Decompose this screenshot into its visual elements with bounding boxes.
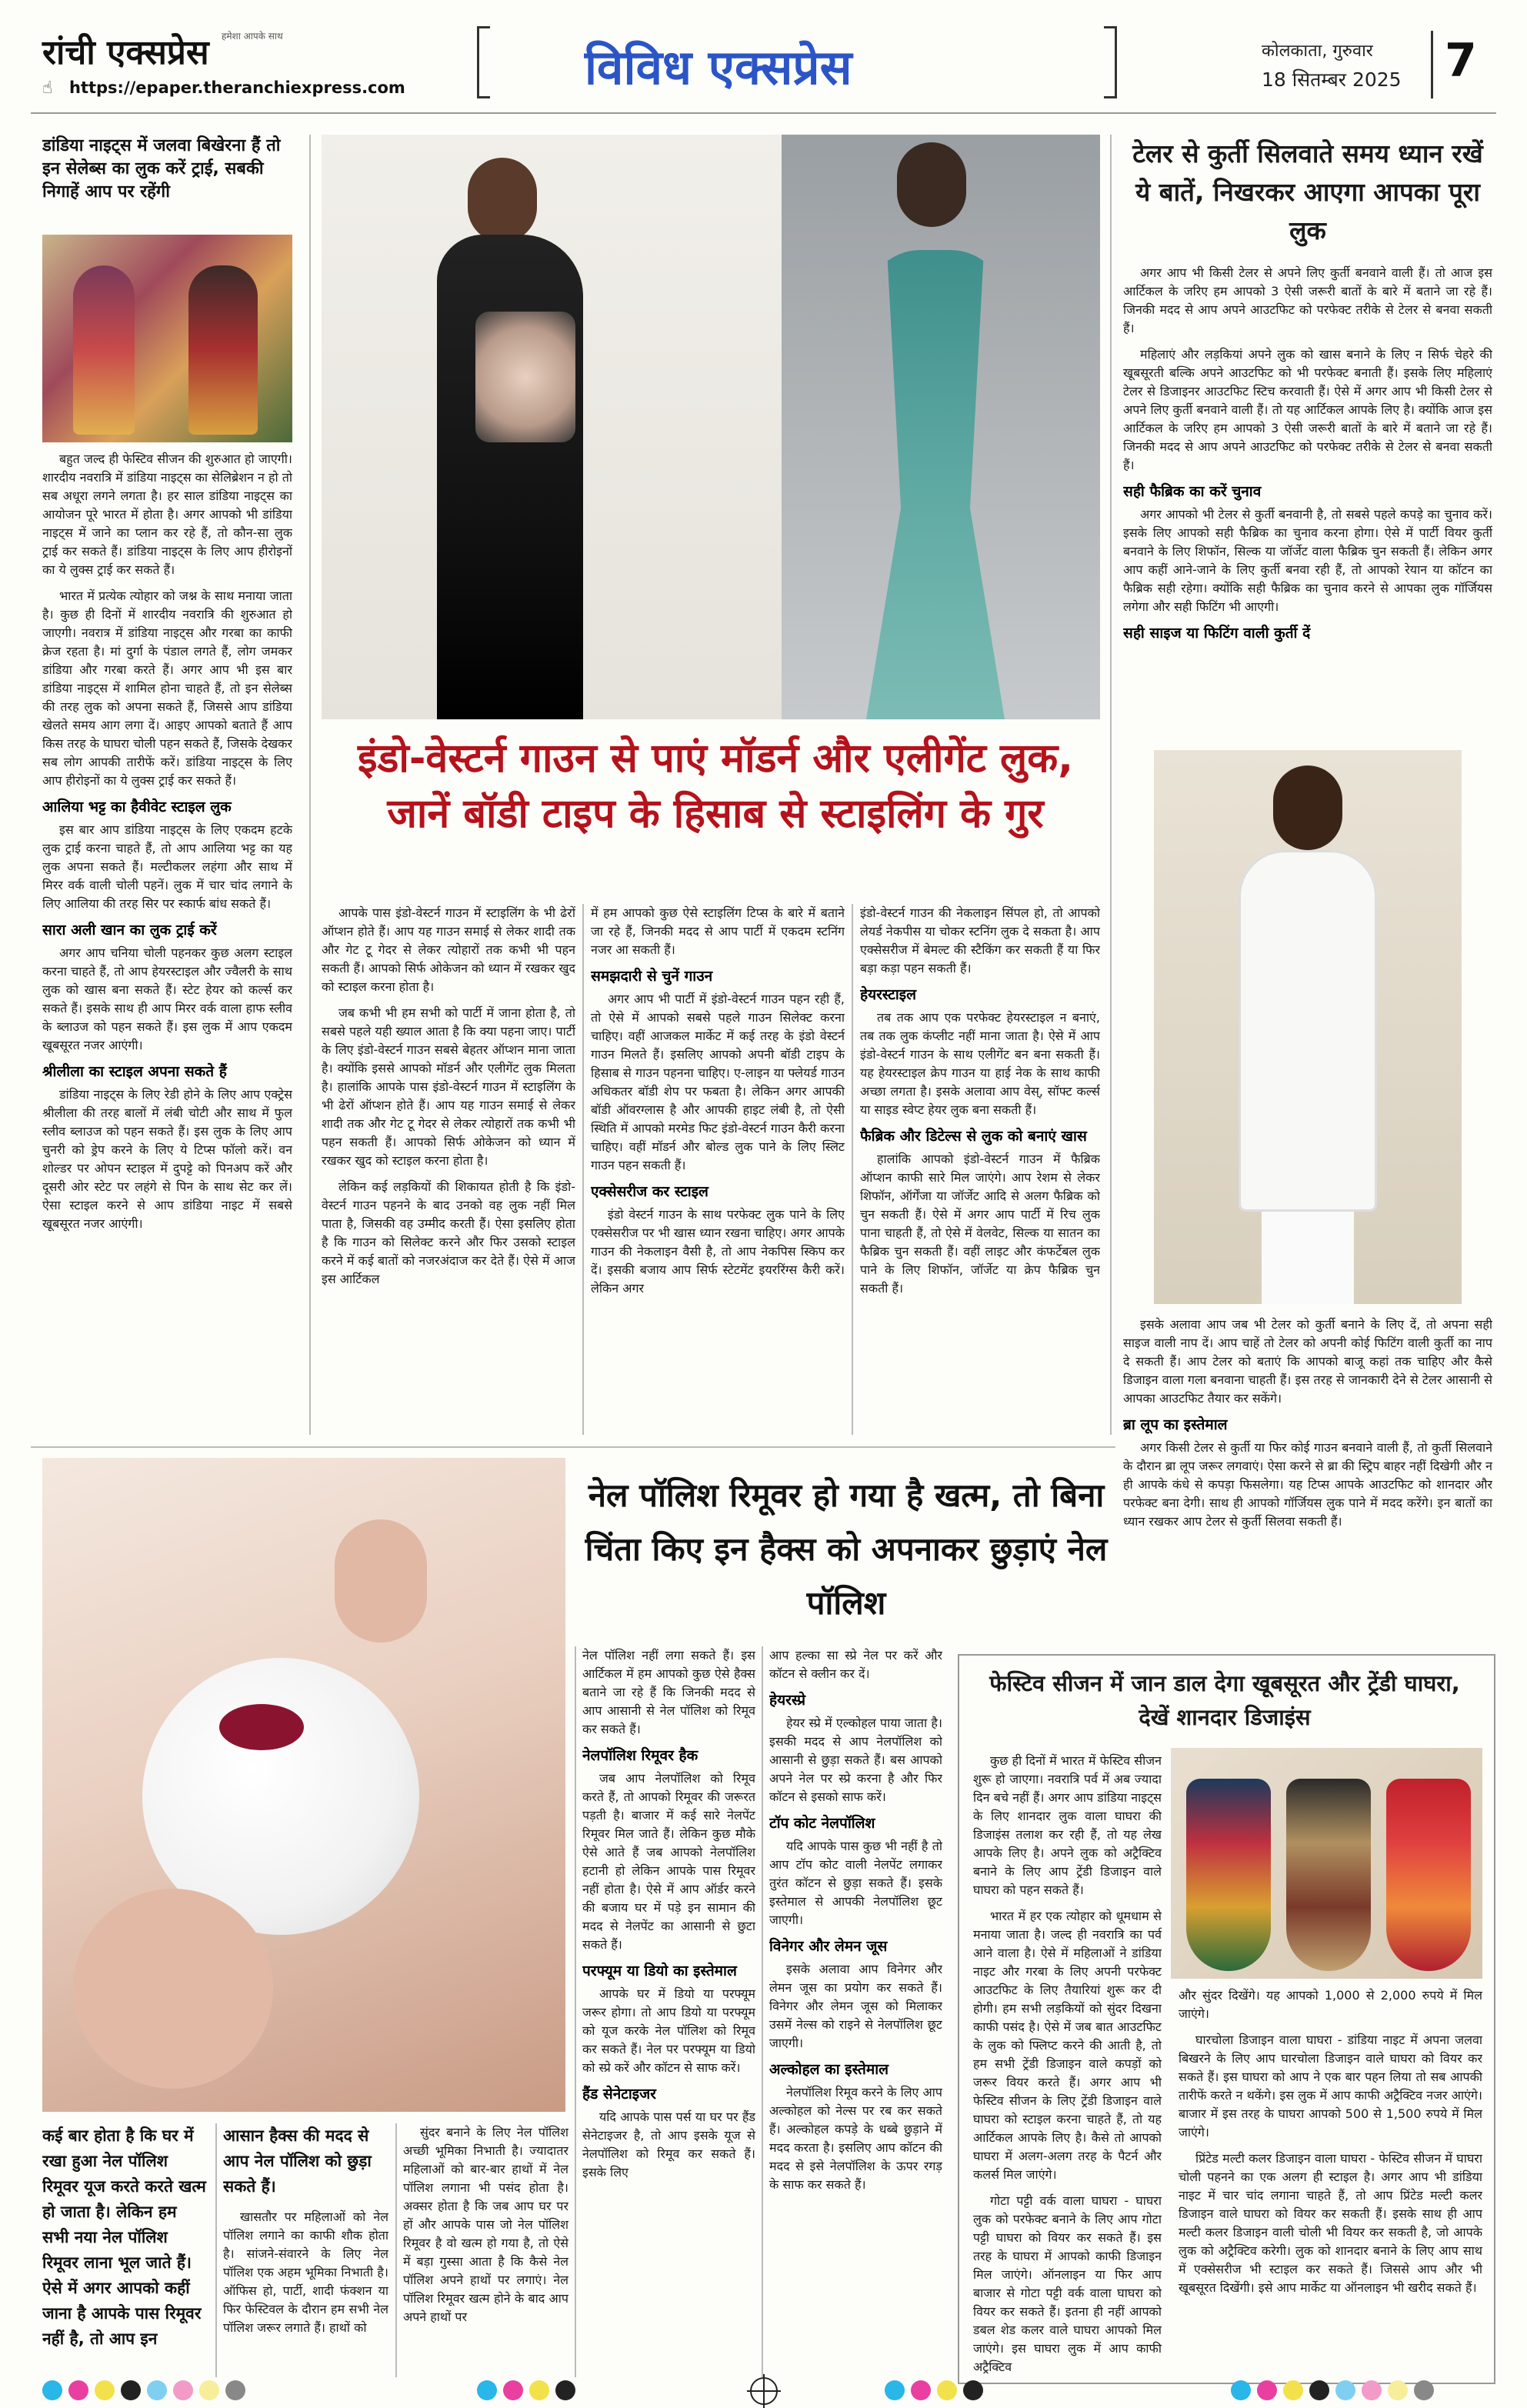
ghagra-paragraph: और सुंदर दिखेंगे। यह आपको 1,000 से 2,000 रुपये में मिल जाएंगे। [1179,1988,1482,2021]
kurti-photo [1154,750,1462,1304]
color-dot-icon [147,2380,167,2400]
column-rule [575,1646,576,2377]
dandiya-paragraph: भारत में प्रत्येक त्योहार को जश्न के साथ मनाया जाता है। कुछ ही दिनों में शारदीय नवरात्रि की शुरुआत हो जाएगी। नवरात्र में डांडिया नाइट्स और गरबा का काफी क्रेज रहता है। मां दुर्गा के पंडाल लगते हैं, लोग जमकर डांडिया और गरबा करते हैं। अगर आप भी इस बार डांडिया नाइट्स में शामिल होना चाहते हैं, तो इन सेलेब्स की तरह लुक को अपना सकते हैं, जिससे आप डांडिया खेलते समय आग लगा दें। आइए आपको बताते हैं आप किस तरह के घाघरा चोली पहन सकते हैं, जिसके देखकर सब लोग आपकी तारीफें करें। डांडिया नाइट्स के लिए आप हीरोइनों का ये लुक्स ट्राई कर सकते हैं। [42,589,292,788]
bracket-left [477,26,490,98]
color-dot-icon [95,2380,115,2400]
kurti-paragraph: इसके अलावा आप जब भी टेलर को कुर्ती बनाने के लिए दें, तो अपना सही साइज वाली नाप दें। आप चाहें तो टेलर को अपनी कोई फिटिंग वाली कुर्ती का नाप दे सकती हैं। आप टेलर को बताएं कि आपको बाजू कहां तक चाहिए और कैसे डिजाइन वाला गला बनवाना चाहती हैं। इस तरह से जानकारी देने से टेलर आसानी से आपका आउटफिट तैयार कर सकेंगे। [1123,1317,1492,1406]
page-divider [1431,31,1433,98]
nail-subhead: विनेगर और लेमन जूस [769,1938,888,1955]
ghagra-paragraph: घारचोला डिजाइन वाला घाघरा - डांडिया नाइट में अपना जलवा बिखरने के लिए आप घारचोला डिजाइन वाले घाघरा को वियर कर सकते हैं। इस घाघरा को आप ने एक बार पहन लिया तो सब आपकी तारीफें करते न थकेंगे। इस लुक में आप काफी अट्रैक्टिव नजर आएंगे। बाजार में इस तरह के घाघरा आपको 500 से 1,500 रुपये में मिल जाएंगे। [1179,2033,1482,2140]
nail-paragraph: जब आप नेलपॉलिश को रिमूव करते हैं, तो आपको रिमूवर की जरूरत पड़ती है। बाजार में कई सारे नेलपेंट रिमूवर मिल जाते हैं। लेकिन कुछ मौके ऐसे आते हैं जब आपको नेलपॉलिश हटानी हो लेकिन आपके पास रिमूवर नहीं होता है। ऐसे में आप ऑर्डर करने की बजाय घर में पड़े इन सामान की मदद से नेलपेंट का आसानी से छुटा सकते हैं। [582,1771,755,1952]
gown-paragraph: में हम आपको कुछ ऐसे स्टाइलिंग टिप्स के बारे में बताने जा रहे हैं, जिनकी मदद से आप पार्टी में एकदम स्टनिंग नजर आ सकती हैं। [591,906,845,957]
dandiya-article [42,135,304,1435]
nail-subhead: हेयरस्प्रे [769,1692,806,1709]
nail-paragraph: हेयर स्प्रे में एल्कोहल पाया जाता है। इसकी मदद से आप नेलपॉलिश को आसानी से छुड़ा सकते हैं। बस आपको अपने नेल पर स्प्रे करना है और फिर कॉटन से इसको साफ करें। [769,1716,942,1804]
color-dot-icon [1362,2380,1382,2400]
column-rule [852,904,853,1435]
gown-photo-teal [782,135,1100,719]
color-bar-right [1231,2380,1440,2403]
nail-paragraph: खासतौर पर महिलाओं को नेल पॉलिश लगाने का काफी शौक होता है। सांजने-संवारने के लिए नेल पॉलिश एक अहम भूमिका निभाती है। ऑफिस हो, पार्टी, शादी फंक्शन या फिर फेस्टिवल के दौरान हम सभी नेल पॉलिश जरूर लगाते हैं। हाथों को [223,2210,388,2335]
nail-paragraph: यदि आपके पास कुछ भी नहीं है तो आप टॉप कोट वाली नेलपेंट लगाकर तुरंत कॉटन से छुड़ा सकते हैं। इसके इस्तेमाल से आपकी नेलपॉलिश छूट जाएगी। [769,1839,942,1927]
gown-subhead: हेयरस्टाइल [860,986,916,1003]
gown-paragraph: अगर आप भी पार्टी में इंडो-वेस्टर्न गाउन पहन रही हैं, तो ऐसे में आपको सबसे पहले गाउन सिलेक्ट करना चाहिए। वहीं आजकल मार्केट में कई तरह के इंडो वेस्टर्न गाउन मिलते हैं। इसलिए आपको अपनी बॉडी टाइप के हिसाब से गाउन पहनना चाहिए। ए-लाइन या फ्लेयर्ड गाउन अधिकतर बॉडी शेप पर फबता है। लेकिन अगर आपकी बॉडी ऑवरग्लास है और आपकी हाइट लंबी है, तो ऐसी स्थिति में आपको मरमेड फिट इंडो-वेस्टर्न गाउन कैरी करना चाहिए। वहीं मॉडर्न और बोल्ड लुक पाने के लिए स्लिट गाउन पहन सकती हैं। [591,992,845,1172]
nail-pull-quote-2: आसान हैक्स की मदद से आप नेल पॉलिश को छुड़ा सकते हैं। [223,2126,372,2196]
ghagra-photo [1171,1748,1482,1979]
color-dot-icon [1335,2380,1355,2400]
color-dot-icon [963,2380,983,2400]
nail-paragraph: आपके घर में डियो या परफ्यूम जरूर होगा। तो आप डियो या परफ्यूम को यूज करके नेल पॉलिश को रिमूव कर सकते हैं। नेल पर परफ्यूम या डियो को स्प्रे करें और कॉटन से साफ करें। [582,1986,755,2075]
dandiya-subhead: सारा अली खान का लुक ट्राई करें [42,922,217,939]
kurti-paragraph: महिलाएं और लड़कियां अपने लुक को खास बनाने के लिए न सिर्फ चेहरे की खूबसूरती बल्कि अपने आउटफिट को भी परफेक्ट बनाती हैं। इसके लिए महिलाएं टेलर से डिजाइनर आउटफिट स्टिच करवाती हैं। ऐसे में अगर आप भी किसी टेलर से अपने लिए कुर्ती बनवाने वाली हैं। तो यह आर्टिकल आपके लिए है। क्योंकि आज इस आर्टिकल के जरिए हम आपको 3 ऐसी जरूरी बातों के बारे में बताने जा रहे हैं। जिनकी मदद से आप अपने आउटफिट को परफेक्ट तरीके से टेलर से बनवा सकती हैं। [1123,347,1492,472]
nail-headline: नेल पॉलिश रिमूवर हो गया है खत्म, तो बिना चिंता किए इन हैक्स को अपनाकर छुड़ाएं नेल पॉलिश [585,1476,1108,1622]
color-bar-center-left [477,2380,582,2403]
issue-date: 18 सितम्बर 2025 [1262,68,1402,91]
color-dot-icon [1388,2380,1408,2400]
kurti-subhead: सही साइज या फिटिंग वाली कुर्ती दें [1123,625,1311,642]
gown-photo-black [322,135,782,719]
dandiya-headline: डांडिया नाइट्स में जलवा बिखेरना हैं तो इन सेलेब्स का लुक करें ट्राई, सबकी निगाहें आप पर रहेंगी [42,136,281,202]
gown-paragraph: इंडो-वेस्टर्न गाउन की नेकलाइन सिंपल हो, तो आपको लेयर्ड नेकपीस या चोकर स्टनिंग लुक दे सकता है। आप एक्सेसरीज में बेमल्ट की स्टैकिंग कर सकती हैं या फिर बड़ा कड़ा पहन सकती हैं। [860,906,1100,976]
dandiya-paragraph: अगर आप चनिया चोली पहनकर कुछ अलग स्टाइल करना चाहते हैं, तो आप हेयरस्टाइल और ज्वैलरी के साथ लुक को खास बना सकते हैं। स्टेट हेयर को कर्ल्स कर सकते हैं। इसके साथ ही आप मिरर वर्क वाला हाफ स्लीव के ब्लाउज को पहन सकते हैं। इस लुक में आप एकदम खूबसूरत नजर आएंगी। [42,946,292,1052]
color-dot-icon [503,2380,523,2400]
logo: रांची एक्सप्रेस [42,33,209,72]
nail-subhead: अल्कोहल का इस्तेमाल [769,2061,889,2078]
color-dot-icon [68,2380,88,2400]
column-rule [309,135,311,1435]
color-bar-center-right [885,2380,989,2403]
kurti-subhead: सही फैब्रिक का करें चुनाव [1123,483,1262,500]
column-rule [762,1646,763,2377]
dandiya-photo [42,235,292,442]
color-bar-left [42,2380,252,2403]
gown-column-2 [591,904,845,1435]
nail-pull-quote: कई बार होता है कि घर में रखा हुआ नेल पॉलिश रिमूवर यूज करते करते खत्म हो जाता है। लेकिन हम सभी नया नेल पॉलिश रिमूवर लाना भूल जाते हैं। ऐसे में अगर आपको कहीं जाना है आपके पास रिमूवर नहीं है, तो आप इन [42,2126,206,2348]
column-rule [582,904,584,1435]
color-dot-icon [529,2380,549,2400]
bracket-right [1104,26,1117,98]
nail-paragraph: आप हल्का सा स्प्रे नेल पर करें और कॉटन से क्लीन कर दें। [769,1648,942,1681]
dandiya-paragraph: बहुत जल्द ही फेस्टिव सीजन की शुरुआत हो जाएगी। शारदीय नवरात्रि में डांडिया नाइट्स का सेलिब्रेशन न हो तो सब अधूरा लगने लगता है। हर साल डांडिया नाइट्स का आयोजन पूरे भारत में होता है। अगर आपको भी डांडिया नाइट्स में जाने का प्लान कर रहे हैं, तो कौन-सा लुक ट्राई कर सकते हैं। डांडिया नाइट्स के लिए आप हीरोइनों का ये लुक्स ट्राई कर सकते हैं। [42,452,292,577]
color-dot-icon [42,2380,62,2400]
dandiya-subhead: श्रीलीला का स्टाइल अपना सकते हैं [42,1063,227,1080]
column-rule [395,2123,397,2377]
color-dot-icon [1231,2380,1251,2400]
color-dot-icon [937,2380,957,2400]
kurti-article [1123,135,1492,1608]
gown-column-1 [322,904,575,1435]
gown-headline: इंडो-वेस्टर्न गाउन से पाएं मॉडर्न और एलीगेंट लुक, जानें बॉडी टाइप के हिसाब से स्टाइलिंग के गुर [358,735,1073,837]
page-number: 7 [1445,34,1477,88]
dandiya-subhead: आलिया भट्ट का हैवीवेट स्टाइल लुक [42,799,232,815]
dandiya-paragraph: डांडिया नाइट्स के लिए रेडी होने के लिए आप एक्ट्रेस श्रीलीला की तरह बालों में लंबी चोटी और साथ में फुल स्लीव ब्लाउज को पहन सकते हैं। इस लुक के लिए आप चुनरी को ड्रेप करने के लिए ये टिप्स फॉलो करें। वन शोल्डर पर ओपन स्टाइल में दुपट्टे को पिनअप करें और दूसरी ओर स्टेट पर लहंगे से पिन के साथ सेट कर लें। ऐसा स्टाइल करने से आप डांडिया नाइट में सबसे खूबसूरत नजर आएंगी। [42,1087,292,1231]
ghagra-paragraph: भारत में हर एक त्योहार को धूमधाम से मनाया जाता है। जल्द ही नवरात्रि का पर्व आने वाला है। ऐसे में महिलाओं ने डांडिया नाइट और गरबा के लिए अपनी परफेक्ट आउटफिट के लिए तैयारियां शुरू कर दी होगी। हम सभी लड़कियों को सुंदर दिखना काफी पसंद है। ऐसे में जब बात आउटफिट के लुक को फ्लिप्ट करने की आती है, तो हम सभी ट्रेंडी डिजाइन वाले कपड़ों को जरूर वियर करते हैं। अगर आप भी फेस्टिव सीजन के लिए ट्रेंडी डिजाइन वाले घाघरा को स्टाइल करना चाहते हैं, तो यह आर्टिकल आपके लिए है। कैसे तो आपको घाघरा में अलग-अलग तरह के पैटर्न और कलर्स मिल जाएंगे। [973,1909,1162,2182]
nail-paragraph: नेलपॉलिश रिमूव करने के लिए आप अल्कोहल को नेल्स पर रब कर सकते हैं। अल्कोहल कपड़े के धब्बे छुड़ाने में मदद करता है। इसलिए आप कॉटन की मदद से इसे नेलपॉलिश के ऊपर रगड़ के साफ कर सकते हैं। [769,2085,942,2192]
kurti-subhead: ब्रा लूप का इस्तेमाल [1123,1416,1228,1433]
nail-column-c [582,1646,755,2381]
ghagra-paragraph: गोटा पट्टी वर्क वाला घाघरा - घाघरा लुक को परफेक्ट बनाने के लिए आप गोटा पट्टी घाघरा को वियर कर सकते हैं। इस तरह के घाघरा में आपको काफी डिजाइन मिल जाएंगे। ऑनलाइन या फिर आप बाजार से गोटा पट्टी वर्क वाला घाघरा को वियर कर सकते हैं। इतना ही नहीं आपको डबल शेड कलर वाले घाघरा आपको मिल जाएंगे। इस घाघरा लुक में आप काफी अट्रैक्टिव [973,2193,1162,2374]
color-dot-icon [1257,2380,1277,2400]
gown-paragraph: लेकिन कई लड़कियों की शिकायत होती है कि इंडो-वेस्टर्न गाउन पहनने के बाद उनको वह लुक नहीं मिल पाता है, जिसकी वह उम्मीद करती हैं। ऐसा इसलिए होता है कि गाउन को सिलेक्ट करने और फिर उसको स्टाइल करने में कई बातों को नजरअंदाज कर देते हैं। ऐसे में आज इस आर्टिकल [322,1179,575,1286]
gown-paragraph: इंडो वेस्टर्न गाउन के साथ परफेक्ट लुक पाने के लिए एक्सेसरीज पर भी खास ध्यान रखना चाहिए। अगर आपके गाउन की नेकलाइन वैसी है, तो आप नेकपिस स्किप कर दें। इसकी बजाय आप सिर्फ स्टेटमेंट इयररिंग्स कैरी करें। लेकिन अगर [591,1207,845,1296]
kurti-paragraph: अगर किसी टेलर से कुर्ती या फिर कोई गाउन बनवाने वाली हैं, तो कुर्ती सिलवाने के दौरान ब्रा लूप जरूर लगवाएं। ऐसा करने से ब्रा की स्ट्रिप बाहर नहीं दिखेगी और न ही आपके कंधे से कपड़ा फिसलेगा। यह टिप्स आपके आउटफिट को शानदार और परफेक्ट बना देगी। साथ ही आपको गॉर्जियस लुक पाने में मदद करेंगे। इन बातों का ध्यान रखकर आप टेलर से कुर्ती सिलवा सकती हैं। [1123,1440,1492,1529]
epaper-url[interactable]: https://epaper.theranchiexpress.com [69,78,405,97]
nail-paragraph: सुंदर बनाने के लिए नेल पॉलिश अच्छी भूमिका निभाती है। ज्यादातर महिलाओं को बार-बार हाथों में नेल पॉलिश लगाना भी पसंद होता है। अक्सर होता है कि जब आप घर पर हों और आपके पास जो नेल पॉलिश रिमूवर है वो खत्म हो गया है, तो ऐसे में बड़ा गुस्सा आता है कि कैसे नेल पॉलिश अपने हाथों पर लगाएं। नेल पॉलिश रिमूवर खत्म होने के बाद आप अपने हाथों पर [403,2125,568,2324]
ghagra-paragraph: प्रिंटेड मल्टी कलर डिजाइन वाला घाघरा - फेस्टिव सीजन में घाघरा चोली पहनने का एक अलग ही स्टाइल है। अगर आप भी डांडिया नाइट में चार चांद लगाना चाहते हैं, तो आप प्रिंटेड मल्टी कलर डिजाइन वाले घाघरा को वियर कर सकती हैं। इसके साथ ही आप मल्टी कलर डिजाइन वाली चोली भी वियर कर सकती है, जो आपके लुक को अट्रैक्टिव करेगी। लुक को शानदार बनाने के लिए आप साथ में एक्सेसरीज भी स्टाइल कर सकते हैं। जिससे आप और भी खूबसूरत दिखेंगी। इसे आप मार्केट या ऑनलाइन भी खरीद सकते हैं। [1179,2151,1482,2295]
color-dot-icon [199,2380,219,2400]
register-mark-icon [750,2377,778,2405]
kurti-headline: टेलर से कुर्ती सिलवाते समय ध्यान रखें ये बातें, निखरकर आएगा आपका पूरा लुक [1132,138,1483,245]
cursor-icon: ☝ [42,78,53,98]
color-dot-icon [121,2380,141,2400]
column-rule [1110,135,1112,1435]
dandiya-paragraph: इस बार आप डांडिया नाइट्स के लिए एकदम हटके लुक ट्राई करना चाहते हैं, तो आप आलिया भट्ट का यह लुक अपना सकते हैं। मल्टीकलर लहंगा और साथ में मिरर वर्क वाली चोली पहनें। लुक में चार चांद लगाने के लिए आलिया की तरह सिर पर स्कार्फ बांध सकते हैं। [42,822,292,911]
nail-subhead: परफ्यूम या डियो का इस्तेमाल [582,1963,737,1979]
gown-paragraph: जब कभी भी हम सभी को पार्टी में जाना होता है, तो सबसे पहले यही ख्याल आता है कि क्या पहना जाए। पार्टी के लिए इंडो-वेस्टर्न गाउन सबसे बेहतर ऑप्शन माना जाता है। क्योंकि इससे आपको मॉडर्न और एलीगेंट लुक मिलता है। हालांकि आपके पास इंडो-वेस्टर्न गाउन में स्टाइलिंग के भी ढेरों ऑप्शन होते हैं। आप यह गाउन समाई से लेकर शादी तक और गेट टू गेदर से लेकर त्योहारों तक कभी भी पहन सकती हैं। आपको सिर्फ ओकेजन को ध्यान में रखकर खुद को स्टाइल करना होता है। [322,1006,575,1168]
color-dot-icon [173,2380,193,2400]
nail-paragraph: नेल पॉलिश नहीं लगा सकते हैं। इस आर्टिकल में हम आपको कुछ ऐसे हैक्स बताने जा रहे हैं कि जिनकी मदद से आप आसानी से नेल पॉलिश को रिमूव कर सकते हैं। [582,1648,755,1736]
city-day: कोलकाता, गुरुवार [1262,42,1373,61]
gown-subhead: फैब्रिक और डिटेल्स से लुक को बनाएं खास [860,1128,1087,1145]
color-dot-icon [1309,2380,1329,2400]
color-dot-icon [555,2380,575,2400]
color-dot-icon [477,2380,497,2400]
ghagra-headline: फेस्टिव सीजन में जान डाल देगा खूबसूरत और ट्रेंडी घाघरा, देखें शानदार डिजाइंस [989,1670,1460,1730]
nail-photo [42,1458,565,2112]
color-dot-icon [885,2380,905,2400]
gown-subhead: समझदारी से चुनें गाउन [591,968,713,985]
nail-paragraph: इसके अलावा आप विनेगर और लेमन जूस का प्रयोग कर सकते हैं। विनेगर और लेमन जूस को मिलाकर उसमें नेल्स को राइने से नेलपॉलिश छूट जाएगी। [769,1962,942,2050]
masthead-rule [31,112,1496,114]
color-dot-icon [1414,2380,1434,2400]
gown-paragraph: तब तक आप एक परफेक्ट हेयरस्टाइल न बनाएं, तब तक लुक कंप्लीट नहीं माना जाता है। ऐसे में आप इंडो-वेस्टर्न गाउन के साथ एलीगेंट बन बना सकती हैं। यह हेयरस्टाइल क्रेप गाउन या हाई नेक के साथ काफी अच्छा लगता है। इसके अलावा आप वेस्, सॉफ्ट कर्ल्स या साइड स्वेप्ट हेयर लुक बना सकती हैं। [860,1010,1100,1117]
color-dot-icon [225,2380,245,2400]
color-dot-icon [1283,2380,1303,2400]
gown-paragraph: हालांकि आपको इंडो-वेस्टर्न गाउन में फैब्रिक ऑप्शन काफी सारे मिल जाएंगे। आप रेशम से लेकर शिफॉन, ऑर्गेंजा या जॉर्जेट आदि से अलग फैब्रिक को चुन सकती हैं। ऐसे में अगर आप पार्टी में रिच लुक पाना चाहती हैं, तो ऐसे में वेलवेट, सिल्क या सातन का फैब्रिक चुन सकती हैं। वहीं लाइट और कंफर्टेबल लुक पाने के लिए शिफॉन, जॉर्जेट या क्रेप फैब्रिक चुन सकती हैं। [860,1152,1100,1296]
nail-headline-box [569,1458,1123,1639]
kurti-paragraph: अगर आपको भी टेलर से कुर्ती बनवानी है, तो सबसे पहले कपड़े का चुनाव करें। इसके लिए आपको सही फैब्रिक का चुनाव करना होगा। ऐसे में पार्टी वियर कुर्ती बनवाने के लिए शिफॉन, सिल्क या जॉर्जेट वाला फैब्रिक चुन सकती हैं। लेकिन अगर आप कहीं आने-जाने के लिए कुर्ती बनवा रही हैं, तो आपको रेयान या कॉटन का फैब्रिक सही रहेगा। क्योंकि सही फैब्रिक का चुनाव करने से आपका लुक गॉर्जियस लगेगा और सही फिटिंग भी आएगी। [1123,507,1492,614]
ghagra-article [958,1654,1495,2384]
column-rule [215,2123,217,2377]
ghagra-paragraph: कुछ ही दिनों में भारत में फेस्टिव सीजन शुरू हो जाएगा। नवरात्रि पर्व में अब ज्यादा दिन बचे नहीं हैं। अगर आप डांडिया नाइट्स के लिए शानदार लुक वाला घाघरा की डिजाइंस तलाश कर रही हैं, तो यह लेख आपके लिए है। अपने लुक को अट्रैक्टिव बनाने के लिए आप ट्रेंडी डिजाइन वाले घाघरा को पहन सकते हैं। [973,1753,1162,1897]
masthead [0,0,1527,115]
kurti-paragraph: अगर आप भी किसी टेलर से अपने लिए कुर्ती बनवाने वाली हैं। तो आज इस आर्टिकल के जरिए हम आपको 3 ऐसी जरूरी बातों के बारे में बताने जा रहे हैं। जिनकी मदद से आप अपने आउटफिट को परफेक्ट तरीके से टेलर से बनवा सकती हैं। [1123,265,1492,335]
logo-tagline: हमेशा आपके साथ [222,31,283,42]
section-rule [31,1446,1115,1448]
section-title: विविध एक्सप्रेस [585,39,852,95]
nail-subhead: टॉप कोट नेलपॉलिश [769,1815,875,1832]
color-dot-icon [911,2380,931,2400]
nail-column-a [223,2208,388,2381]
nail-subhead: नेलपॉलिश रिमूवर हैक [582,1747,698,1764]
gown-column-3 [860,904,1100,1435]
gown-subhead: एक्सेसरीज कर स्टाइल [591,1183,708,1200]
nail-column-b [403,2123,568,2381]
nail-subhead: हैंड सेनेटाइजर [582,2086,656,2103]
gown-paragraph: आपके पास इंडो-वेस्टर्न गाउन में स्टाइलिंग के भी ढेरों ऑप्शन होते हैं। आप यह गाउन समाई से लेकर शादी तक और गेट टू गेदर से लेकर त्योहारों तक कभी भी पहन सकती हैं। आपको सिर्फ ओकेजन को ध्यान में रखकर खुद को स्टाइल करना होता है। [322,906,575,994]
nail-column-d [769,1646,942,2381]
nail-paragraph: यदि आपके पास पर्स या घर पर हैंड सेनेटाइजर है, तो आप इसके यूज से नेलपॉलिश को रिमूव कर सकते हैं। इसके लिए [582,2110,755,2180]
